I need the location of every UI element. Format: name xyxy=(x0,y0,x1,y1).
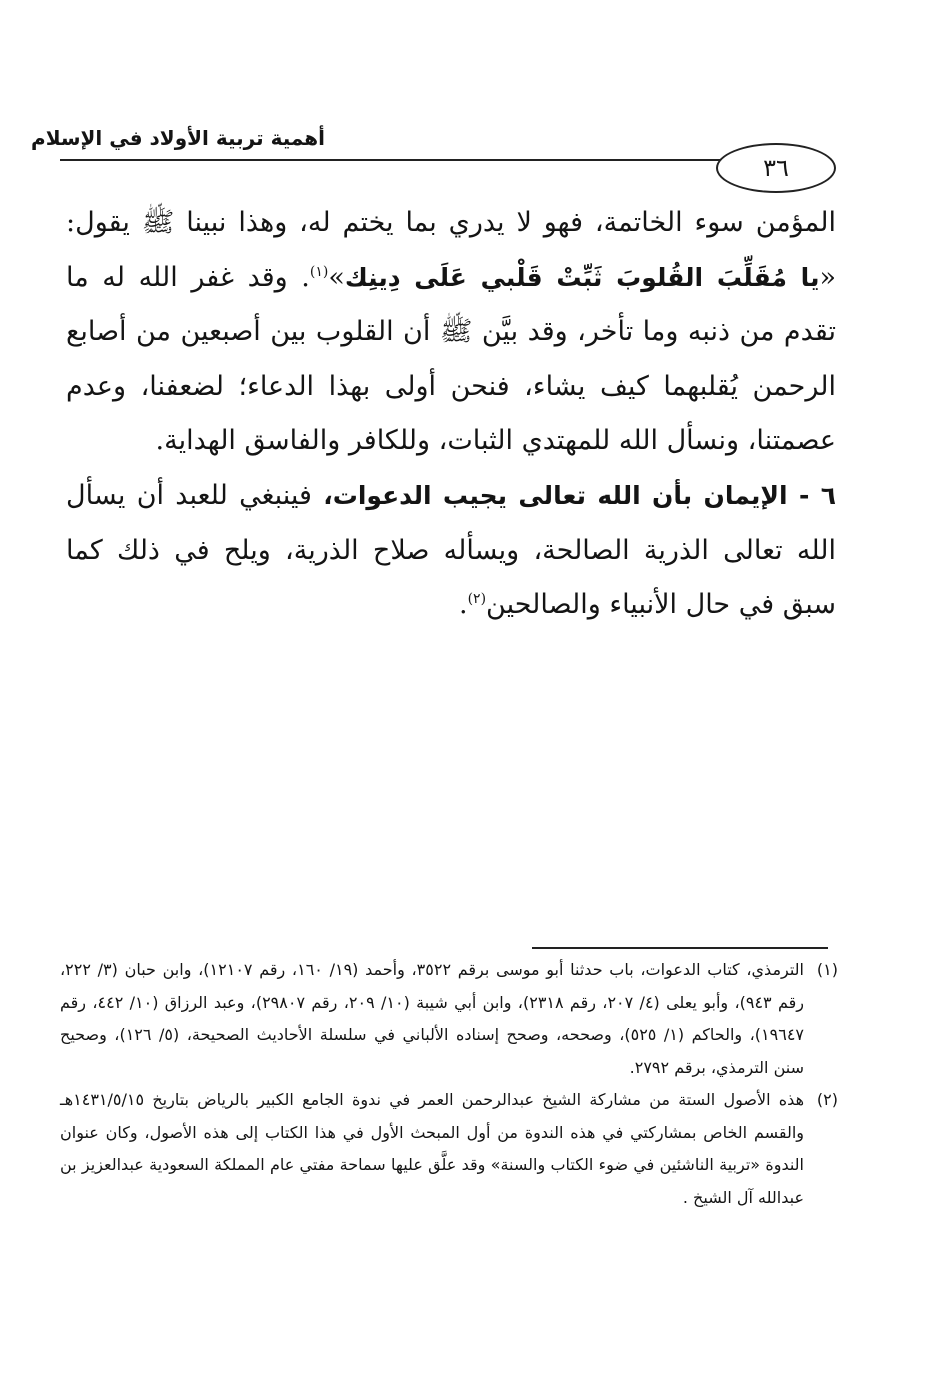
paragraph-1-text-a: المؤمن سوء الخاتمة، فهو لا يدري بما يختم له، وهذا نبينا ﷺ يقول: « xyxy=(66,207,836,293)
header-rule xyxy=(60,159,722,161)
footnotes xyxy=(60,954,838,1214)
paragraph-2-text-b: . xyxy=(458,589,468,621)
paragraph-1 xyxy=(66,196,836,469)
page-number-oval xyxy=(716,143,836,193)
footnote-1 xyxy=(60,954,838,1084)
footnote-2-text: هذه الأصول الستة من مشاركة الشيخ عبدالرحمن العمر في ندوة الجامع الكبير بالرياض بتاريخ ١٤٣١/٥/١٥هـ والقسم الخاص بمشاركتي في هذه الندوة من أول المبحث الأول في هذا الكتاب إلى هذه الأصول، وكان عنوان الندوة «تربية الناشئين في ضوء الكتاب والسنة» وقد علَّق عليها سماحة مفتي عام المملكة السعودية عبدالعزيز بن عبدالله آل الشيخ . xyxy=(60,1090,804,1207)
main-text xyxy=(66,196,836,633)
running-title: أهمية تربية الأولاد في الإسلام xyxy=(31,126,325,150)
hadith-quote: يا مُقَلِّبَ القُلوبَ ثَبِّتْ قَلْبي عَلَى دِينِك xyxy=(344,262,820,292)
footnote-1-text: الترمذي، كتاب الدعوات، باب حدثنا أبو موسى برقم ٣٥٢٢، وأحمد (١٩/ ١٦٠، رقم ١٢١٠٧)، وابن حبان (٣/ ٢٢٢، رقم ٩٤٣)، وأبو يعلى (٤/ ٢٠٧، رقم ٢٣١٨)، وابن أبي شيبة (١٠/ ٢٠٩، رقم ٢٩٨٠٧)، وعبد الرزاق (١٠/ ٤٤٢، رقم ١٩٦٤٧)، والحاكم (١/ ٥٢٥)، وصححه، وصحح إسناده الألباني في سلسلة الأحاديث الصحيحة، (٥/ ١٢٦)، وصحيح سنن الترمذي، برقم ٢٧٩٢. xyxy=(60,960,804,1077)
page-number: ٣٦ xyxy=(763,154,789,182)
paragraph-1-text-c: . وقد غفر الله له ما تقدم من ذنبه وما تأخر، وقد بيَّن ﷺ أن القلوب بين أصبعين من أصابع الرحمن يُقلبهما كيف يشاء، فنحن أولى بهذا الدعاء؛ لضعفنا، وعدم عصمتنا، ونسأل الله للمهتدي الثبات، وللكافر والفاسق الهداية. xyxy=(66,261,836,457)
paragraph-1-text-b: » xyxy=(328,261,345,293)
paragraph-2-text-a: فينبغي للعبد أن يسأل الله تعالى الذرية الصالحة، ويسأله صلاح الذرية، ويلح في ذلك كما سبق في حال الأنبياء والصالحين xyxy=(66,479,836,621)
paragraph-2 xyxy=(66,469,836,633)
footnote-marker-2: (٢) xyxy=(467,591,487,608)
footnote-1-number: (١) xyxy=(816,960,838,979)
section-heading-6: ٦ - الإيمان بأن الله تعالى يجيب الدعوات، xyxy=(323,480,836,510)
footnote-rule xyxy=(532,947,828,949)
footnote-marker-1: (١) xyxy=(309,263,329,280)
footnote-2-number: (٢) xyxy=(816,1090,838,1109)
footnote-2 xyxy=(60,1084,838,1214)
